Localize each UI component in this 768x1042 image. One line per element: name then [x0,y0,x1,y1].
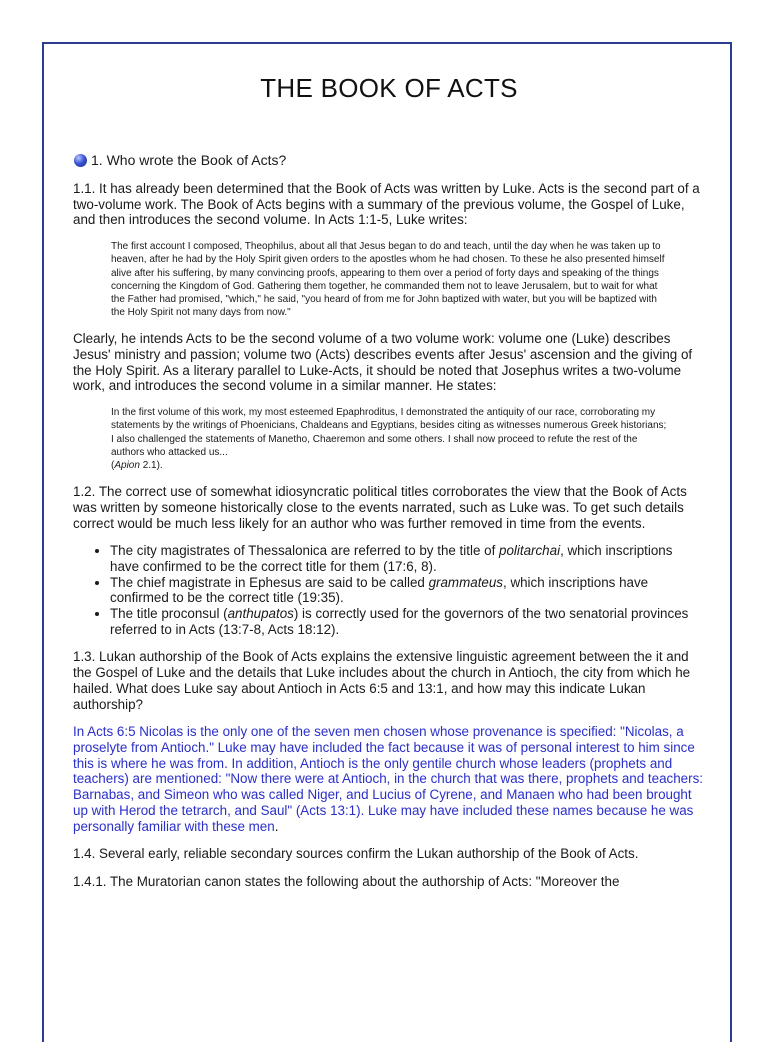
list-item-term: anthupatos [227,606,294,622]
quote-cite-rest: 2.1). [139,459,163,471]
list-item-text: The city magistrates of Thessalonica are referred to by the title of [110,543,500,559]
list-item-term: grammateus [428,574,503,590]
quote-josephus [111,406,671,472]
list-item-text: The title proconsul ( [110,606,228,622]
paragraph-clearly: Clearly, he intends Acts to be the second volume of a two volume work: volume one (Luke) describes Jesus' ministry and passion; volume two (Acts) describes events after Jesus' ascension and the giving of the Holy Spirit. As a literary parallel to Luke-Acts, it should be noted that Josephus writes a two-volume work, and introduces the second volume in a similar manner. He states: [73,331,693,394]
quote-cite-open: ( [111,459,115,471]
list-item-text: , which inscriptions have confirmed to be the correct title for them (17:6, 8). [110,543,673,574]
page-title: THE BOOK OF ACTS [260,73,518,103]
quote-josephus-text: In the first volume of this work, my most esteemed Epaphroditus, I demonstrated the antiquity of our race, corroborating my statements by the writings of Phoenicians, Chaldeans and Egyptians, besides citing as witnesses numerous Greek historians; I also challenged the statements of Manetho, Chaeremon and some others. I shall now proceed to refute the rest of the authors who attacked us... [111,407,667,458]
list-item-term: politarchai [499,543,561,559]
paragraph-1-1: 1.1. It has already been determined that the Book of Acts was written by Luke. Acts is the second part of a two-volume work. The Book of Acts begins with a summary of the previous volume, the Gospel of Luke, and then introduces the second volume. In Acts 1:1-5, Luke writes: [73,181,700,228]
question-heading-text: 1. Who wrote the Book of Acts? [91,152,287,168]
paragraph-1-4-1: 1.4.1. The Muratorian canon states the following about the authorship of Acts: "Moreover the [73,873,620,889]
list-item-text: The chief magistrate in Ephesus are said to be called [110,574,429,590]
list-item [110,543,705,574]
paragraph-answer [73,724,705,834]
list-item-text: ) is correctly used for the governors of the two senatorial provinces referred to in Acts (13:7-8, Acts 18:12). [110,606,689,637]
paragraph-1-4: 1.4. Several early, reliable secondary sources confirm the Lukan authorship of the Book of Acts. [73,846,639,862]
list-item [110,575,705,606]
list-item [110,606,705,637]
answer-end: . [274,818,279,834]
list-item-text: , which inscriptions have confirmed to be the correct title (19:35). [110,574,649,606]
blue-orb-bullet-icon [74,154,87,167]
question-heading-1 [73,152,705,168]
paragraph-1-2: 1.2. The correct use of somewhat idiosyncratic political titles corroborates the view that the Book of Acts was written by someone historically close to the events narrated, such as Luke was. To get such details correct would be much less likely for an author who was further removed in time from the events. [73,484,687,531]
answer-text: In Acts 6:5 Nicolas is the only one of the seven men chosen whose provenance is specified: "Nicolas, a proselyte from Antioch." Luke may have included the fact because it was of personal interest to him since this is where he was from. In addition, Antioch is the only gentile church whose leaders (prophets and teachers) are mentioned: "Now there were at Antioch, in the church that was there, prophets and teachers: Barnabas, and Simeon who was called Niger, and Lucius of Cyrene, and Manaen who had been brought up with Herod the tetrarch, and Saul" (Acts 13:1). Luke may have included these names because he was personally familiar with these men [73,724,704,834]
quote-cite-work: Apion [114,459,140,471]
document-body [73,68,705,902]
quote-acts-1-1-5: The first account I composed, Theophilus, about all that Jesus began to do and teach, until the day when he was taken up to heaven, after he had by the Holy Spirit given orders to the apostles whom he had chosen. To these he also presented himself alive after his suffering, by many convincing proofs, appearing to them over a period of forty days and speaking of the things concerning the Kingdom of God. Gathering them together, he commanded them not to leave Jerusalem, but to wait for what the Father had promised, "which," he said, "you heard of from me for John baptized with water, but you will be baptized with the Holy Spirit not many days from now." [111,241,665,319]
political-titles-list [73,543,705,637]
paragraph-1-3: 1.3. Lukan authorship of the Book of Acts explains the extensive linguistic agreement between the it and the Gospel of Luke and the details that Luke includes about the church in Antioch, the city from which he hailed. What does Luke say about Antioch in Acts 6:5 and 13:1, and how may this indicate Lukan authorship? [73,649,691,712]
